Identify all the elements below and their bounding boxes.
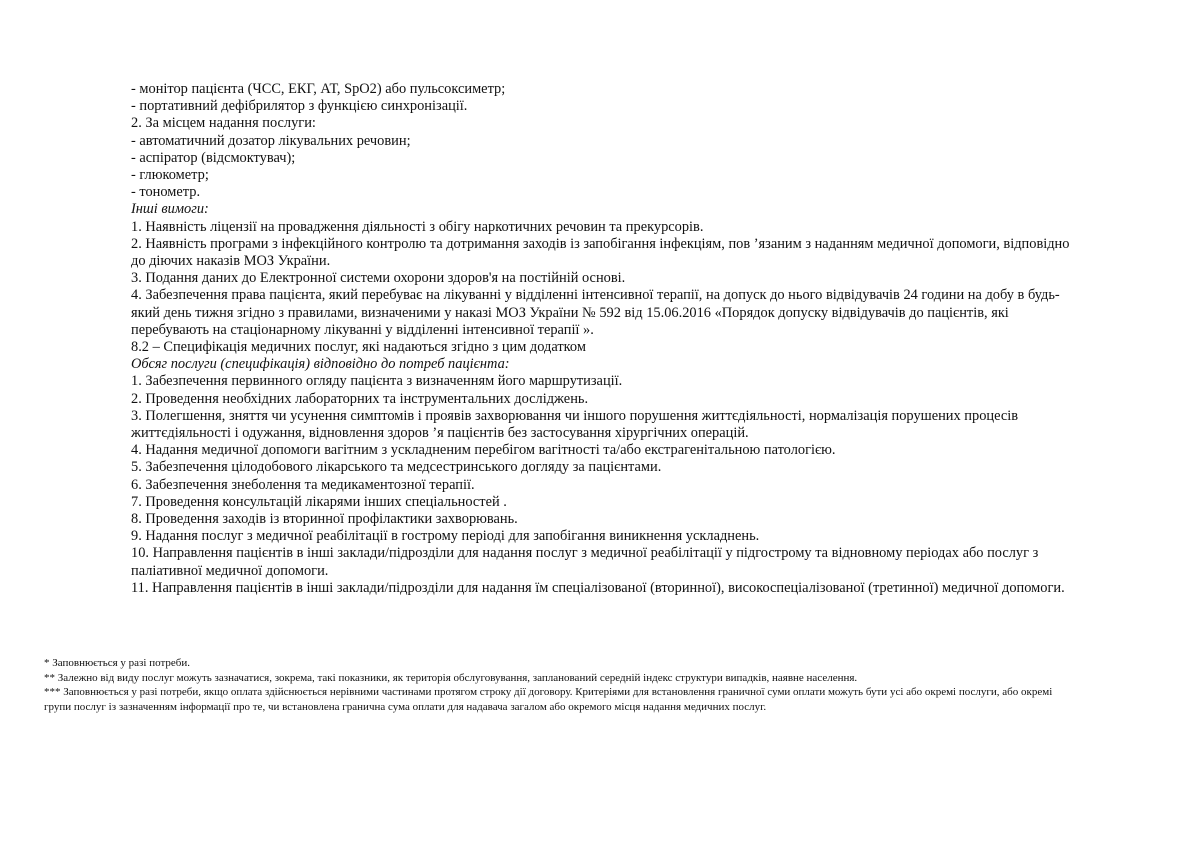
text-line: - монітор пацієнта (ЧСС, ЕКГ, АТ, SpO2) або пульсоксиметр; xyxy=(131,81,506,97)
text-line: 10. Направлення пацієнтів в інші заклади/підрозділи для надання послуг з медичної реабілітації у підгострому та відновному періодах або послуг з паліативної медичної допомоги. xyxy=(131,545,1039,579)
footnotes xyxy=(44,656,1074,714)
section-title: 8.2 – Специфікація медичних послуг, які надаються згідно з цим додатком xyxy=(131,339,586,356)
text-line: 2. Проведення необхідних лабораторних та інструментальних досліджень. xyxy=(131,390,589,407)
footnote: ** Залежно від виду послуг можуть зазначатися, зокрема, такі показники, як територія обслуговування, запланований середній індекс структури випадків, наявне населення. xyxy=(44,671,858,684)
section-heading: Інші вимоги: xyxy=(131,201,209,218)
footnote: *** Заповнюється у разі потреби, якщо оплата здійснюється нерівними частинами протягом строку дії договору. Критеріями для встановлення граничної суми оплати можуть бути усі або окремі послуги, або окремі групи послуг із зазначенням інформації про те, чи встановлена гранична сума оплати для надавача загалом або окремого місця надання медичних послуг. xyxy=(44,686,1053,713)
document-body xyxy=(131,81,1081,597)
text-line: 4. Надання медичної допомоги вагітним з ускладненим перебігом вагітності та/або екстрагенітальною патологією. xyxy=(131,442,836,459)
text-line: 1. Забезпечення первинного огляду пацієнта з визначенням його маршрутизації. xyxy=(131,373,623,390)
text-line: 4. Забезпечення права пацієнта, який перебуває на лікуванні у відділенні інтенсивної терапії, на допуск до нього відвідувачів 24 години на добу в будь-який день тижня згідно з правилами, визначеними у наказі МОЗ України № 592 від 15.06.2016 «Порядок допуску відвідувачів до пацієнтів, які перебувають на стаціонарному лікуванні у відділенні інтенсивної терапії ». xyxy=(131,287,1060,338)
text-line: 11. Направлення пацієнтів в інші заклади/підрозділи для надання їм спеціалізованої (вторинної), високоспеціалізованої (третинної) медичної допомоги. xyxy=(131,579,1065,596)
text-line: 2. Наявність програми з інфекційного контролю та дотримання заходів із запобігання інфекціям, пов ’язаним з наданням медичної допомоги, відповідно до діючих наказів МОЗ України. xyxy=(131,235,1070,270)
text-line: - портативний дефібрилятор з функцією синхронізації. xyxy=(131,98,468,115)
text-line: 8. Проведення заходів із вторинної профілактики захворювань. xyxy=(131,511,518,528)
text-line: 1. Наявність ліцензії на провадження діяльності з обігу наркотичних речовин та прекурсорів. xyxy=(131,218,704,235)
text-line: 3. Полегшення, зняття чи усунення симптомів і проявів захворювання чи іншого порушення життєдіяльності, нормалізація порушених процесів життєдіяльності і одужання, відновлення здоров ’я пацієнтів без застосування хірургічних операцій. xyxy=(131,407,1019,442)
section-heading: Обсяг послуги (специфікація) відповідно до потреб пацієнта: xyxy=(131,356,510,373)
text-line: 3. Подання даних до Електронної системи охорони здоров'я на постійній основі. xyxy=(131,270,626,287)
text-line: 5. Забезпечення цілодобового лікарського та медсестринського догляду за пацієнтами. xyxy=(131,459,662,476)
footnote: * Заповнюється у разі потреби. xyxy=(44,657,191,669)
text-line: 6. Забезпечення знеболення та медикаментозної терапії. xyxy=(131,476,475,493)
text-line: 9. Надання послуг з медичної реабілітації в гострому періоді для запобігання виникнення ускладнень. xyxy=(131,528,760,545)
text-line: 2. За місцем надання послуги: xyxy=(131,115,316,132)
text-line: 7. Проведення консультацій лікарями інших спеціальностей . xyxy=(131,493,507,510)
text-line: - автоматичний дозатор лікувальних речовин; xyxy=(131,132,411,149)
text-line: - тонометр. xyxy=(131,184,201,201)
text-line: - глюкометр; xyxy=(131,167,209,184)
text-line: - аспіратор (відсмоктувач); xyxy=(131,149,296,166)
